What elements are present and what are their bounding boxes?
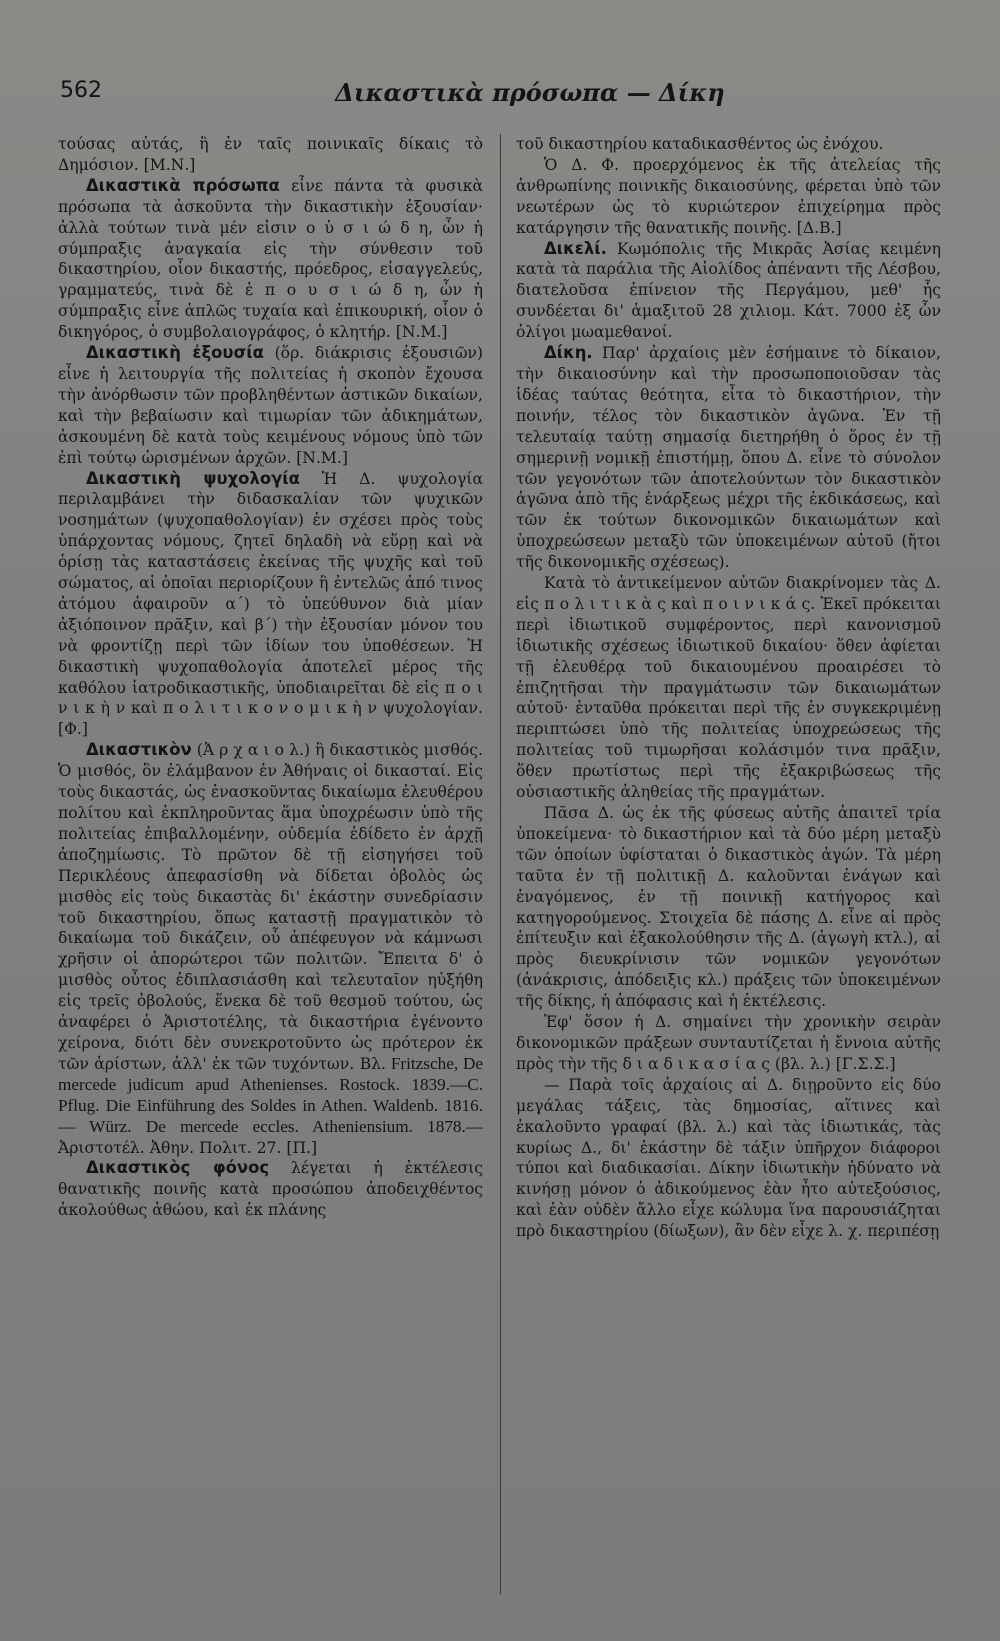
entry-text: Ἡ Δ. ψυχολογία περιλαμβάνει τὴν διδασκαλίαν τῶν ψυχικῶν νοσημάτων (ψυχοπαθολογίαν) ἐν σχέσει πρὸς τοὺς ὑπάρχοντας νόμους, ζητεῖ δηλαδὴ νὰ εὕρῃ καὶ νὰ ὁρίσῃ τὰς καταστάσεις ἐκείνας τῆς ψυχῆς καὶ τοῦ σώματος, αἱ ὁποῖαι περιορίζουν ἢ ἐντελῶς ἀπό τινος ἀτόμου ἀφαιροῦν α΄) τὸ ὑπεύθυνον διὰ μίαν ἀξιόποινον πρᾶξιν, καὶ β΄) τὴν ἐξουσίαν μόνον του νὰ φροντίζῃ περὶ τῶν ἰδίων του ὑποθέσεων. Ἡ δικαστικὴ ψυχοπαθολογία ἀποτελεῖ μέρος τῆς καθόλου ἰατροδικαστικῆς, ὑποδιαιρεῖται δὲ εἰς π ο ι ν ι κ ὴ ν καὶ π ο λ ι τ ι κ ο ν ο μ ι κ ὴ ν ψυχολογίαν. [Φ.] [58, 469, 483, 739]
entry-dikastikos-fonos [58, 1158, 483, 1221]
paragraph [58, 134, 483, 176]
left-column [58, 134, 483, 1604]
entry-text: Παρ' ἀρχαίοις μὲν ἐσήμαινε τὸ δίκαιον, τὴν δικαιοσύνην καὶ τὴν προσωποποιοῦσαν τὰς ἰδέας ταύτας θεότητα, εἶτα τὸ δικαστήριον, τὴν ποινήν, τέλος τὸν δικαστικὸν ἀγῶνα. Ἐν τῇ τελευταίᾳ ταύτῃ σημασίᾳ διετηρήθη ὁ ὅρος ἐν τῇ σημερινῇ νομικῇ ἐπιστήμῃ, ὅπου Δ. εἶνε τὸ σύνολον τῶν γεγονότων τῶν ἀποτελούντων τὸν δικαστικὸν ἀγῶνα ἀπὸ τῆς ἐνάρξεως μέχρι τῆς ἐκδικάσεως, καὶ τῶν ἐκ τούτων δικονομικῶν δικαιωμάτων καὶ ὑποχρεώσεων μεταξὺ τῶν ὑποκειμένων αὐτοῦ (ἤτοι τῆς δικονομικῆς σχέσεως). [516, 344, 941, 572]
column-divider [500, 134, 501, 1594]
entry-headword: Δικαστικὴ ψυχολογία [86, 468, 300, 488]
running-title: Δικαστικὰ πρόσωπα — Δίκη [335, 78, 725, 107]
paragraph [516, 1075, 941, 1242]
entry-text: Κωμόπολις τῆς Μικρᾶς Ἀσίας κειμένη κατὰ τὰ παράλια τῆς Αἰολίδος ἀπέναντι τῆς Λέσβου, διατελοῦσα ἐπίνειον τῆς Περγάμου, μεθ' ἧς συνδέεται δι' ἁμαξιτοῦ 28 χιλιομ. Κάτ. 7000 ἐξ ὧν ὀλίγοι μωαμεθανοί. [516, 239, 941, 342]
entry-text: λέγεται ἡ ἐκτέλεσις θανατικῆς ποινῆς κατὰ προσώπου ἀποδειχθέντος ἀκολούθως ἀθώου, καὶ ἐκ πλάνης [58, 1159, 483, 1220]
right-column [516, 134, 941, 1604]
paragraph-text: τούσας αὐτάς, ἢ ἐν ταῖς ποινικαῖς δίκαις τὸ Δημόσιον. [Μ.Ν.] [58, 135, 483, 174]
paragraph-text: Κατὰ τὸ ἀντικείμενον αὐτῶν διακρίνομεν τὰς Δ. εἰς π ο λ ι τ ι κ ὰ ς καὶ π ο ι ν ι κ ά ς. Ἐκεῖ πρόκειται περὶ ἰδιωτικοῦ συμφέροντος, περὶ κανονισμοῦ ἰδιωτικῆς σχέσεως ἰδιωτικοῦ δικαίου· ὅθεν ἀφίεται τῇ ἐλευθέρᾳ τοῦ δικαιουμένου προαιρέσει τὸ ἐπιζητῆσαι τὴν πραγμάτωσιν τῶν δικαιωμάτων αὐτοῦ· ἐνταῦθα πρόκειται περὶ τῆς ἐν συγκεκριμένῃ περιπτώσει ὑπὸ τῆς πολιτείας ὑποχρεώσεως τῆς πολιτείας τοῦ τιμωρῆσαι κολάσιμόν τινα πρᾶξιν, ὅθεν πρωτίστως περὶ τῆς ἐξακριβώσεως τῆς οὐσιαστικῆς ἀληθείας τῆς πραγμάτων. [516, 574, 941, 802]
entry-headword: Δίκη. [544, 343, 593, 363]
entry-dikastiki-exousia [58, 343, 483, 468]
entry-text: (ὅρ. διάκρισις ἐξουσιῶν) εἶνε ἡ λειτουργία τῆς πολιτείας ἡ σκοπὸν ἔχουσα τὴν ἀνόρθωσιν τῶν προβληθέντων ἀστικῶν δικαίων, καὶ τὴν βεβαίωσιν καὶ τιμωρίαν τῶν ἀδικημάτων, ἀσκουμένη δὲ κατὰ τοὺς κειμένους νόμους ὑπὸ τῶν ἐπὶ τούτῳ ὡρισμένων ἀρχῶν. [Ν.Μ.] [58, 344, 483, 467]
entry-text-tail: Ἀριστοτέλ. Ἀθην. Πολιτ. 27. [Π.] [58, 1138, 318, 1157]
paragraph [516, 803, 941, 1012]
paragraph [516, 1012, 941, 1075]
paragraph [516, 573, 941, 803]
entry-text: εἶνε πάντα τὰ φυσικὰ πρόσωπα τὰ ἀσκοῦντα τὴν δικαστικὴν ἐξουσίαν· ἀλλὰ τούτων τινὰ μέν εἰσιν ο ὑ σ ι ώ δ η, ὧν ἡ σύμπραξις ἀναγκαία εἰς τὴν σύνθεσιν τοῦ δικαστηρίου, οἷον δικαστής, πρόεδρος, εἰσαγγελεύς, γραμματεύς, τινὰ δὲ ἐ π ο υ σ ι ώ δ η, ὧν ἡ σύμπραξις εἶνε ἁπλῶς τυχαία καὶ ἐπικουρική, οἷον ὁ δικηγόρος, ὁ συμβολαιογράφος, ὁ κλητήρ. [Ν.Μ.] [58, 176, 483, 342]
page-number: 562 [60, 78, 102, 103]
entry-dikastiki-psychologia [58, 469, 483, 741]
text-columns [58, 134, 942, 1604]
entry-headword: Δικελί. [544, 238, 607, 258]
entry-headword: Δικαστικὰ πρόσωπα [86, 175, 280, 195]
bibliography-text: Fritzsche, De mercede judicum apud Athenienses. Rostock. 1839.—C. Pflug. Die Einführung des Soldes in Athen. Waldenb. 1816. — Würz. De mercede eccles. Atheniensium. 1878.— [58, 1053, 483, 1136]
paragraph-text: Πᾶσα Δ. ὡς ἐκ τῆς φύσεως αὐτῆς ἀπαιτεῖ τρία ὑποκείμενα· τὸ δικαστήριον καὶ τὰ δύο μέρη μεταξὺ τῶν ὁποίων ὑφίσταται ὁ δικαστικὸς ἀγών. Τὰ μέρη ταῦτα ἐν τῇ πολιτικῇ Δ. καλοῦνται ἐνάγων καὶ ἐναγόμενος, ἐν τῇ ποινικῇ κατήγορος καὶ κατηγορούμενος. Στοιχεῖα δὲ πάσης Δ. εἶνε αἱ πρὸς ἐπίτευξιν καὶ ἐξακολούθησιν τῆς Δ. (ἀγωγὴ κτλ.), αἱ πρὸς διευκρίνισιν τῶν νομικῶν γεγονότων (ἀνάκρισις, ἀπόδειξις κλ.) πράξεις τῶν ὑποκειμένων τῆς δίκης, ἡ ἀπόφασις καὶ ἡ ἐκτέλεσις. [516, 804, 941, 1011]
paragraph-text: — Παρὰ τοῖς ἀρχαίοις αἱ Δ. διῃροῦντο εἰς δύο μεγάλας τάξεις, τὰς δημοσίας, αἵτινες καὶ ἐκαλοῦντο γραφαί (βλ. λ.) καὶ τὰς ἰδιωτικάς, τὰς κυρίως Δ., δι' ἑκάστην δὲ τάξιν ὑπῆρχον διάφοροι τύποι καὶ διαδικασίαι. Δίκην ἰδιωτικὴν ἠδύνατο νὰ κινήσῃ μόνον ὁ ἀδικούμενος ἐὰν ἦτο αὐτεξούσιος, καὶ ἐὰν οὐδὲν ἄλλο εἶχε κώλυμα ἵνα παρουσιάζηται πρὸ δικαστηρίου (δίωξων), ἂν δὲν εἶχε λ. χ. περιπέσῃ [516, 1075, 941, 1241]
paragraph-text: Ὁ Δ. Φ. προερχόμενος ἐκ τῆς ἀτελείας τῆς ἀνθρωπίνης ποινικῆς δικαιοσύνης, φέρεται ὑπὸ τῶν νεωτέρων ὡς τὸ κυριώτερον ἐπιχείρημα πρὸς κατάργησιν τῆς θανατικῆς ποινῆς. [Δ.Β.] [516, 155, 941, 237]
entry-dikastika-prosopa [58, 176, 483, 343]
entry-headword: Δικαστικὸς φόνος [86, 1158, 270, 1178]
page-header [60, 78, 940, 112]
paragraph [516, 134, 941, 155]
entry-dikeli [516, 239, 941, 344]
paragraph-text: Ἐφ' ὅσον ἡ Δ. σημαίνει τὴν χρονικὴν σειρὰν δικονομικῶν πράξεων συνταυτίζεται ἡ ἔννοια αὐτῆς πρὸς τὴν τῆς δ ι α δ ι κ α σ ί α ς (βλ. λ.) [Γ.Σ.Σ.] [516, 1013, 941, 1073]
paragraph [516, 155, 941, 239]
entry-dikastikon [58, 740, 483, 1158]
entry-headword: Δικαστικὴ ἐξουσία [86, 343, 264, 363]
entry-headword: Δικαστικὸν [86, 740, 192, 760]
paragraph-text: τοῦ δικαστηρίου καταδικασθέντος ὡς ἐνόχου. [516, 135, 884, 153]
entry-text: (Ἀ ρ χ α ι ο λ.) ἢ δικαστικὸς μισθός. Ὁ μισθός, ὃν ἐλάμβανον ἐν Ἀθήναις οἱ δικασταί. Εἰς τοὺς δικαστάς, ὡς ἐνασκοῦντας δικαίωμα ἐλευθέρου πολίτου καὶ ἐκπληροῦντας ἅμα ὑποχρέωσιν ὑπὸ τῆς πολιτείας ἐπιβαλλομένην, οὐδεμία ἐδίδετο ἐν ἀρχῇ ἀποζημίωσις. Τὸ πρῶτον δὲ τῇ εἰσηγήσει τοῦ Περικλέους ἀπεφασίσθη νὰ δίδεται ὀβολὸς ὡς μισθὸς εἰς τοὺς δικαστὰς δι' ἑκάστην συνεδρίασιν τοῦ δικαστηρίου, ὅπως καταστῇ πραγματικὸν τὸ δικαίωμα τοῦ δικάζειν, οὗ ἀπέφευγον νὰ κάμνωσι χρῆσιν οἱ ἀπορώτεροι τῶν πολιτῶν. Ἔπειτα δ' ὁ μισθὸς οὗτος ἐδιπλασιάσθη καὶ τελευταῖον ηὐξήθη εἰς τρεῖς ὀβολούς, ἕνεκα δὲ τοῦ θεσμοῦ τούτου, ὡς ἀναφέρει ὁ Ἀριστοτέλης, τὰ δικαστήρια ἐγένοντο χείρονα, διότι δὲν συνεκροτοῦντο ὡς πρότερον ἐκ τῶν ἀρίστων, ἀλλ' ἐκ τῶν τυχόντων. Βλ. [58, 741, 483, 1073]
entry-diki [516, 343, 941, 573]
